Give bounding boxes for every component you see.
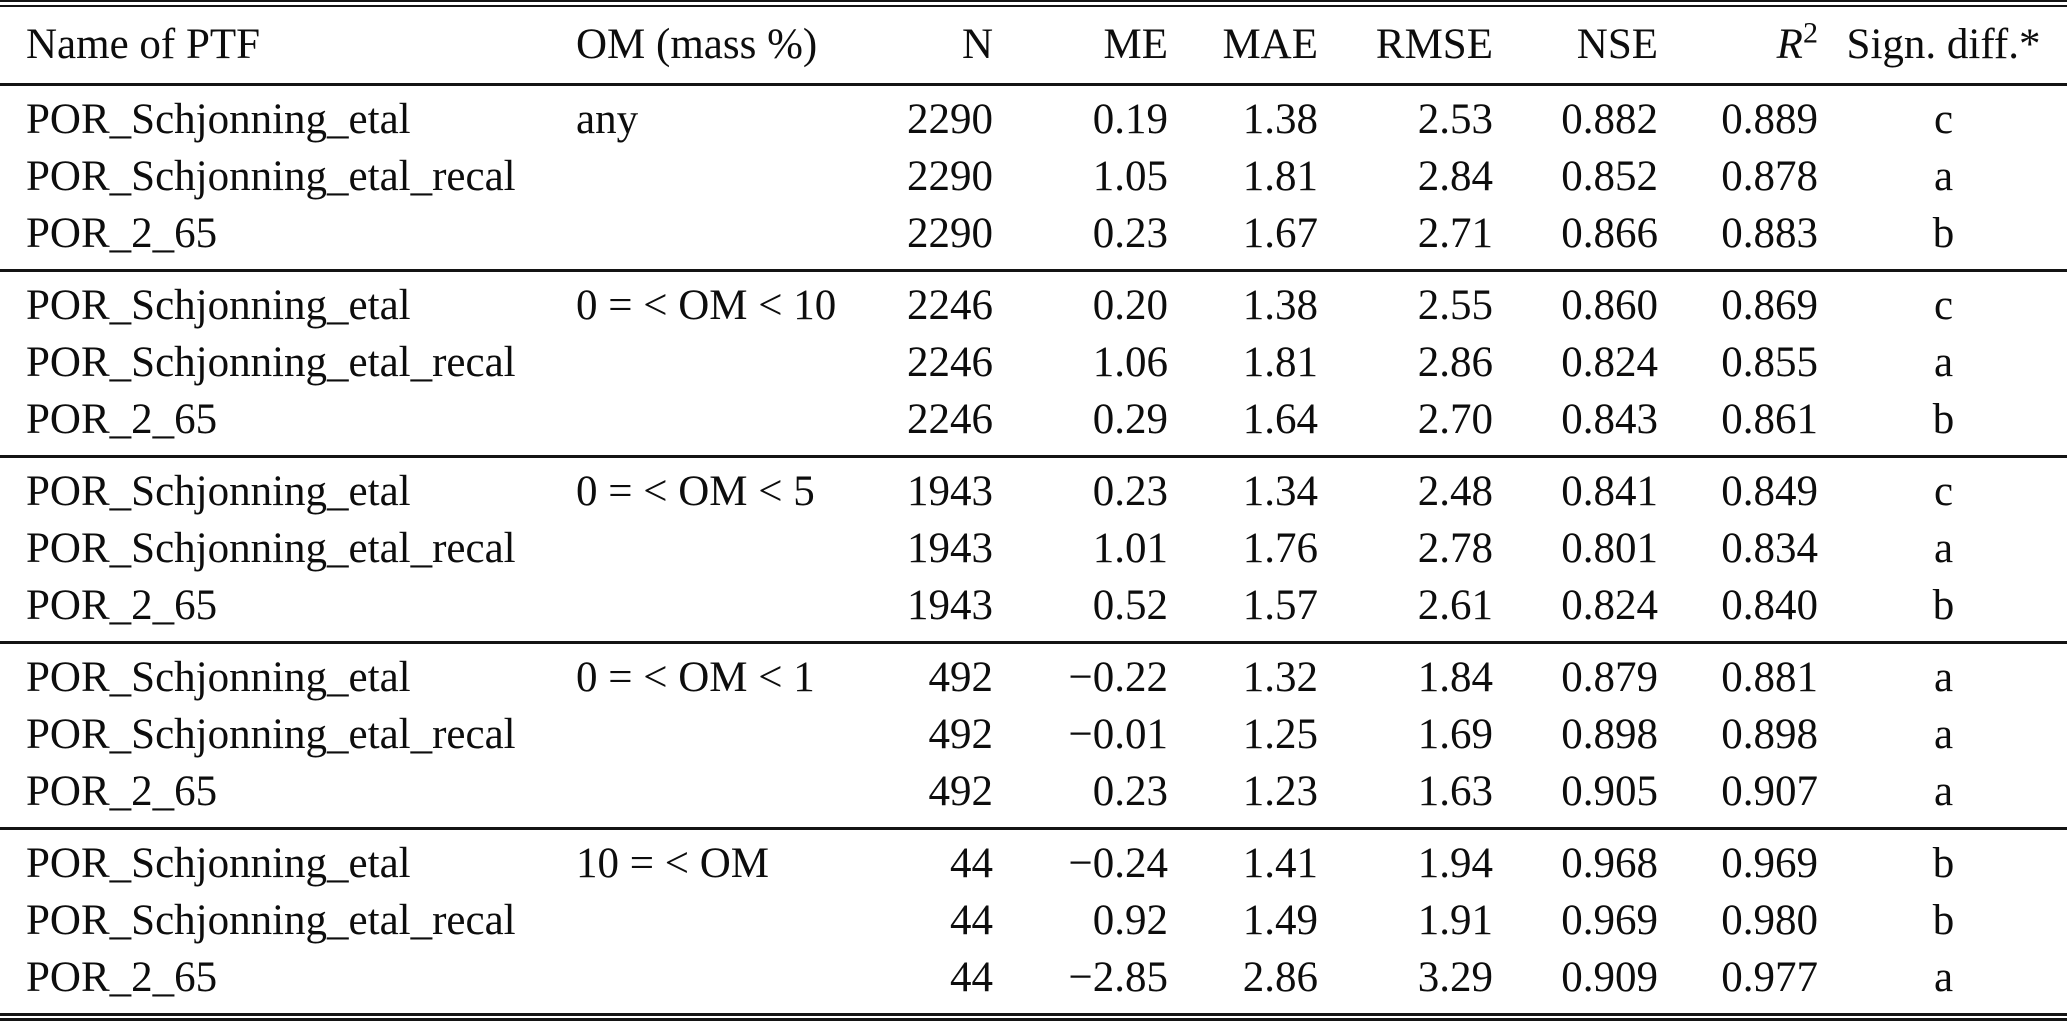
ptf-group [0,85,2067,271]
cell-mae: 1.32 [1242,654,1318,701]
cell-n: 2246 [907,396,993,443]
cell-n: 2246 [907,282,993,329]
cell-me: −2.85 [1068,954,1168,1001]
cell-rmse: 2.70 [1417,396,1493,443]
cell-name: POR_Schjonning_etal [26,96,411,143]
cell-rmse: 1.84 [1417,654,1493,701]
cell-mae: 1.64 [1242,396,1318,443]
cell-mae: 1.23 [1242,768,1318,815]
cell-me: 0.92 [1092,897,1168,944]
cell-name: POR_2_65 [26,768,218,815]
cell-rmse: 2.53 [1417,96,1493,143]
cell-r2: 0.977 [1721,954,1818,1001]
cell-sig: a [1933,954,1954,1001]
cell-sig: b [1932,210,1955,257]
table-row [0,391,2067,457]
cell-n: 44 [950,840,993,887]
cell-mae: 1.25 [1242,711,1318,758]
cell-sig: a [1933,525,1954,572]
cell-sig: c [1933,282,1954,329]
cell-om [550,577,890,643]
cell-rmse: 2.61 [1417,582,1493,629]
cell-nse: 0.801 [1561,525,1658,572]
cell-me: 0.23 [1092,210,1168,257]
header-mae: MAE [1222,21,1318,68]
cell-nse: 0.898 [1561,711,1658,758]
header-nse: NSE [1576,21,1658,68]
cell-r2: 0.898 [1721,711,1818,758]
cell-n: 1943 [907,525,993,572]
cell-sig: a [1933,654,1954,701]
cell-mae: 1.67 [1242,210,1318,257]
header-sign-diff: Sign. diff.* [1846,21,2041,68]
cell-name: POR_Schjonning_etal_recal [26,711,516,758]
cell-me: 1.05 [1092,153,1168,200]
cell-name: POR_Schjonning_etal_recal [26,897,516,944]
cell-sig: a [1933,768,1954,815]
cell-nse: 0.879 [1561,654,1658,701]
cell-om [550,949,890,1017]
cell-r2: 0.878 [1721,153,1818,200]
cell-nse: 0.841 [1561,468,1658,515]
table-row [0,520,2067,577]
cell-nse: 0.843 [1561,396,1658,443]
table-row [0,334,2067,391]
cell-me: 0.23 [1092,468,1168,515]
header-om-mass-pct: OM (mass %) [576,21,818,68]
cell-name: POR_2_65 [26,210,218,257]
table-row [0,949,2067,1017]
cell-om [550,205,890,271]
table-row [0,148,2067,205]
ptf-group [0,829,2067,1018]
cell-me: 0.23 [1092,768,1168,815]
cell-me: 0.19 [1092,96,1168,143]
header-r-squared [1660,4,1820,85]
cell-n: 2290 [907,153,993,200]
cell-n: 44 [950,954,993,1001]
table-row [0,829,2067,893]
cell-rmse: 1.91 [1417,897,1493,944]
cell-mae: 1.76 [1242,525,1318,572]
cell-me: 1.06 [1092,339,1168,386]
cell-n: 1943 [907,582,993,629]
cell-nse: 0.866 [1561,210,1658,257]
cell-r2: 0.834 [1721,525,1818,572]
cell-rmse: 2.84 [1417,153,1493,200]
cell-nse: 0.860 [1561,282,1658,329]
cell-r2: 0.889 [1721,96,1818,143]
cell-n: 492 [928,711,993,758]
cell-r2: 0.969 [1721,840,1818,887]
cell-rmse: 2.48 [1417,468,1493,515]
cell-nse: 0.824 [1561,339,1658,386]
cell-sig: b [1932,897,1955,944]
table-row [0,643,2067,707]
cell-me: −0.01 [1068,711,1168,758]
header-rmse: RMSE [1375,21,1493,68]
cell-mae: 1.49 [1242,897,1318,944]
cell-r2: 0.881 [1721,654,1818,701]
cell-nse: 0.824 [1561,582,1658,629]
cell-n: 2246 [907,339,993,386]
cell-me: 0.29 [1092,396,1168,443]
header-me: ME [1103,21,1168,68]
cell-rmse: 3.29 [1417,954,1493,1001]
cell-rmse: 1.69 [1417,711,1493,758]
cell-om [550,391,890,457]
cell-om: 0 = < OM < 5 [576,468,815,515]
cell-name: POR_Schjonning_etal [26,282,411,329]
cell-r2: 0.849 [1721,468,1818,515]
cell-mae: 1.38 [1242,282,1318,329]
cell-om [550,334,890,391]
cell-mae: 1.41 [1242,840,1318,887]
cell-name: POR_Schjonning_etal [26,654,411,701]
header-row [0,4,2067,85]
cell-mae: 1.34 [1242,468,1318,515]
cell-nse: 0.968 [1561,840,1658,887]
cell-r2: 0.869 [1721,282,1818,329]
cell-r2: 0.840 [1721,582,1818,629]
cell-mae: 2.86 [1242,954,1318,1001]
cell-name: POR_2_65 [26,396,218,443]
cell-me: −0.24 [1068,840,1168,887]
cell-n: 2290 [907,210,993,257]
squared-exponent: 2 [1802,15,1818,50]
cell-me: 0.20 [1092,282,1168,329]
cell-me: −0.22 [1068,654,1168,701]
cell-r2: 0.907 [1721,768,1818,815]
table-row [0,205,2067,271]
cell-om: 0 = < OM < 10 [576,282,837,329]
table-row [0,892,2067,949]
cell-nse: 0.882 [1561,96,1658,143]
cell-sig: a [1933,711,1954,758]
ptf-group [0,271,2067,457]
cell-nse: 0.905 [1561,768,1658,815]
cell-name: POR_2_65 [26,582,218,629]
cell-sig: a [1933,339,1954,386]
cell-om [550,706,890,763]
cell-sig: c [1933,468,1954,515]
ptf-group [0,643,2067,829]
cell-name: POR_Schjonning_etal_recal [26,525,516,572]
cell-om: 0 = < OM < 1 [576,654,815,701]
cell-rmse: 2.55 [1417,282,1493,329]
cell-n: 492 [928,768,993,815]
cell-mae: 1.81 [1242,339,1318,386]
cell-om: 10 = < OM [576,840,770,887]
cell-n: 44 [950,897,993,944]
table-row [0,763,2067,829]
cell-mae: 1.81 [1242,153,1318,200]
cell-n: 492 [928,654,993,701]
cell-name: POR_2_65 [26,954,218,1001]
cell-sig: c [1933,96,1954,143]
cell-sig: b [1932,396,1955,443]
cell-r2: 0.855 [1721,339,1818,386]
cell-n: 1943 [907,468,993,515]
ptf-group [0,457,2067,643]
cell-om [550,148,890,205]
cell-mae: 1.38 [1242,96,1318,143]
cell-rmse: 2.71 [1417,210,1493,257]
cell-mae: 1.57 [1242,582,1318,629]
cell-me: 0.52 [1092,582,1168,629]
header-n: N [961,21,993,68]
cell-me: 1.01 [1092,525,1168,572]
cell-om [550,892,890,949]
cell-name: POR_Schjonning_etal [26,468,411,515]
table-row [0,271,2067,335]
cell-rmse: 1.94 [1417,840,1493,887]
cell-n: 2290 [907,96,993,143]
table-row [0,85,2067,149]
cell-name: POR_Schjonning_etal_recal [26,153,516,200]
header-name-of-ptf: Name of PTF [26,21,261,68]
cell-rmse: 2.78 [1417,525,1493,572]
table-row [0,457,2067,521]
cell-r2: 0.980 [1721,897,1818,944]
cell-nse: 0.852 [1561,153,1658,200]
cell-name: POR_Schjonning_etal [26,840,411,887]
cell-om [550,763,890,829]
cell-sig: a [1933,153,1954,200]
cell-om [550,520,890,577]
cell-r2: 0.883 [1721,210,1818,257]
table-header [0,4,2067,85]
table-row [0,577,2067,643]
r-symbol: R [1776,21,1803,68]
cell-rmse: 1.63 [1417,768,1493,815]
cell-sig: b [1932,582,1955,629]
cell-sig: b [1932,840,1955,887]
cell-rmse: 2.86 [1417,339,1493,386]
cell-r2: 0.861 [1721,396,1818,443]
cell-nse: 0.969 [1561,897,1658,944]
table-row [0,706,2067,763]
cell-nse: 0.909 [1561,954,1658,1001]
cell-om: any [576,96,639,143]
cell-name: POR_Schjonning_etal_recal [26,339,516,386]
